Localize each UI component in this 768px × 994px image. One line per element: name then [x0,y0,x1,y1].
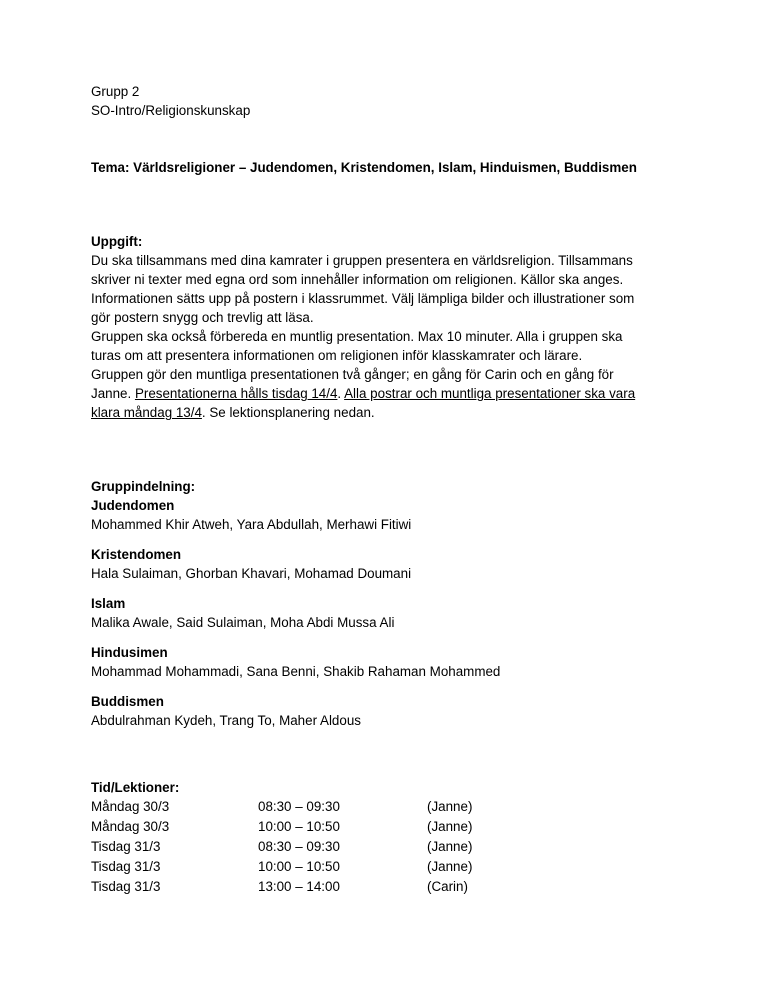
schedule-table [91,797,472,897]
table-row [91,877,472,897]
presentation-date-note: Presentationerna hålls tisdag 14/4 [134,386,338,401]
task-heading: Uppgift: [91,234,143,249]
task-section [91,232,691,422]
group-judendomen [91,496,691,534]
schedule-time: 08:30 – 09:30 [258,839,340,854]
religion-name: Buddismen [91,694,164,709]
group-label: Grupp 2 [91,84,140,99]
task-line: Gruppen ska också förbereda en muntlig presentation. Max 10 minuter. Alla i gruppen ska [91,329,623,344]
course-label: SO-Intro/Religionskunskap [91,103,251,118]
table-row [91,837,472,857]
task-line: Gruppen gör den muntliga presentationen två gånger; en gång för Carin och en gång för [91,367,614,382]
task-line: Informationen sätts upp på postern i klassrummet. Välj lämpliga bilder och illustrationer som [91,291,635,306]
group-members: Abdulrahman Kydeh, Trang To, Maher Aldous [91,713,361,728]
religion-name: Kristendomen [91,547,182,562]
table-row [91,797,472,817]
groups-heading: Gruppindelning: [91,479,196,494]
schedule-time: 08:30 – 09:30 [258,799,340,814]
schedule-day: Tisdag 31/3 [91,839,161,854]
schedule-day: Tisdag 31/3 [91,879,161,894]
schedule-time: 10:00 – 10:50 [258,859,340,874]
religion-name: Judendomen [91,498,175,513]
task-line [91,384,691,403]
task-line: turas om att presentera informationen om religionen inför klasskamrater och lärare. [91,348,583,363]
table-row [91,817,472,837]
task-text: Janne. [91,386,135,401]
group-hinduismen [91,643,691,681]
group-islam [91,594,691,632]
schedule-teacher: (Janne) [427,839,473,854]
group-members: Mohammad Mohammadi, Sana Benni, Shakib Rahaman Mohammed [91,664,501,679]
task-text: . [337,386,345,401]
table-row [91,857,472,877]
group-members: Malika Awale, Said Sulaiman, Moha Abdi Mussa Ali [91,615,395,630]
schedule-teacher: (Carin) [427,879,468,894]
groups-section [91,477,691,730]
schedule-day: Tisdag 31/3 [91,859,161,874]
group-kristendomen [91,545,691,583]
religion-name: Hindusimen [91,645,168,660]
task-line: skriver ni texter med egna ord som innehåller information om religionen. Källor ska anges. [91,272,624,287]
religion-name: Islam [91,596,126,611]
task-line [91,403,691,422]
theme-heading: Tema: Världsreligioner – Judendomen, Kristendomen, Islam, Hinduismen, Buddismen [91,160,637,175]
schedule-teacher: (Janne) [427,819,473,834]
schedule-time: 10:00 – 10:50 [258,819,340,834]
task-line: gör postern snygg och trevlig att läsa. [91,310,314,325]
deadline-date: klara måndag 13/4 [91,405,202,420]
schedule-teacher: (Janne) [427,859,473,874]
schedule-day: Måndag 30/3 [91,799,170,814]
document-page [91,82,691,897]
group-members: Hala Sulaiman, Ghorban Khavari, Mohamad Doumani [91,566,412,581]
schedule-heading: Tid/Lektioner: [91,780,180,795]
task-line: Du ska tillsammans med dina kamrater i gruppen presentera en världsreligion. Tillsammans [91,253,633,268]
task-text: . Se lektionsplanering nedan. [201,405,375,420]
schedule-time: 13:00 – 14:00 [258,879,340,894]
schedule-day: Måndag 30/3 [91,819,170,834]
group-buddismen [91,692,691,730]
schedule-section [91,778,691,897]
schedule-teacher: (Janne) [427,799,473,814]
deadline-note: Alla postrar och muntliga presentationer ska vara [344,386,636,401]
group-members: Mohammed Khir Atweh, Yara Abdullah, Merhawi Fitiwi [91,517,412,532]
